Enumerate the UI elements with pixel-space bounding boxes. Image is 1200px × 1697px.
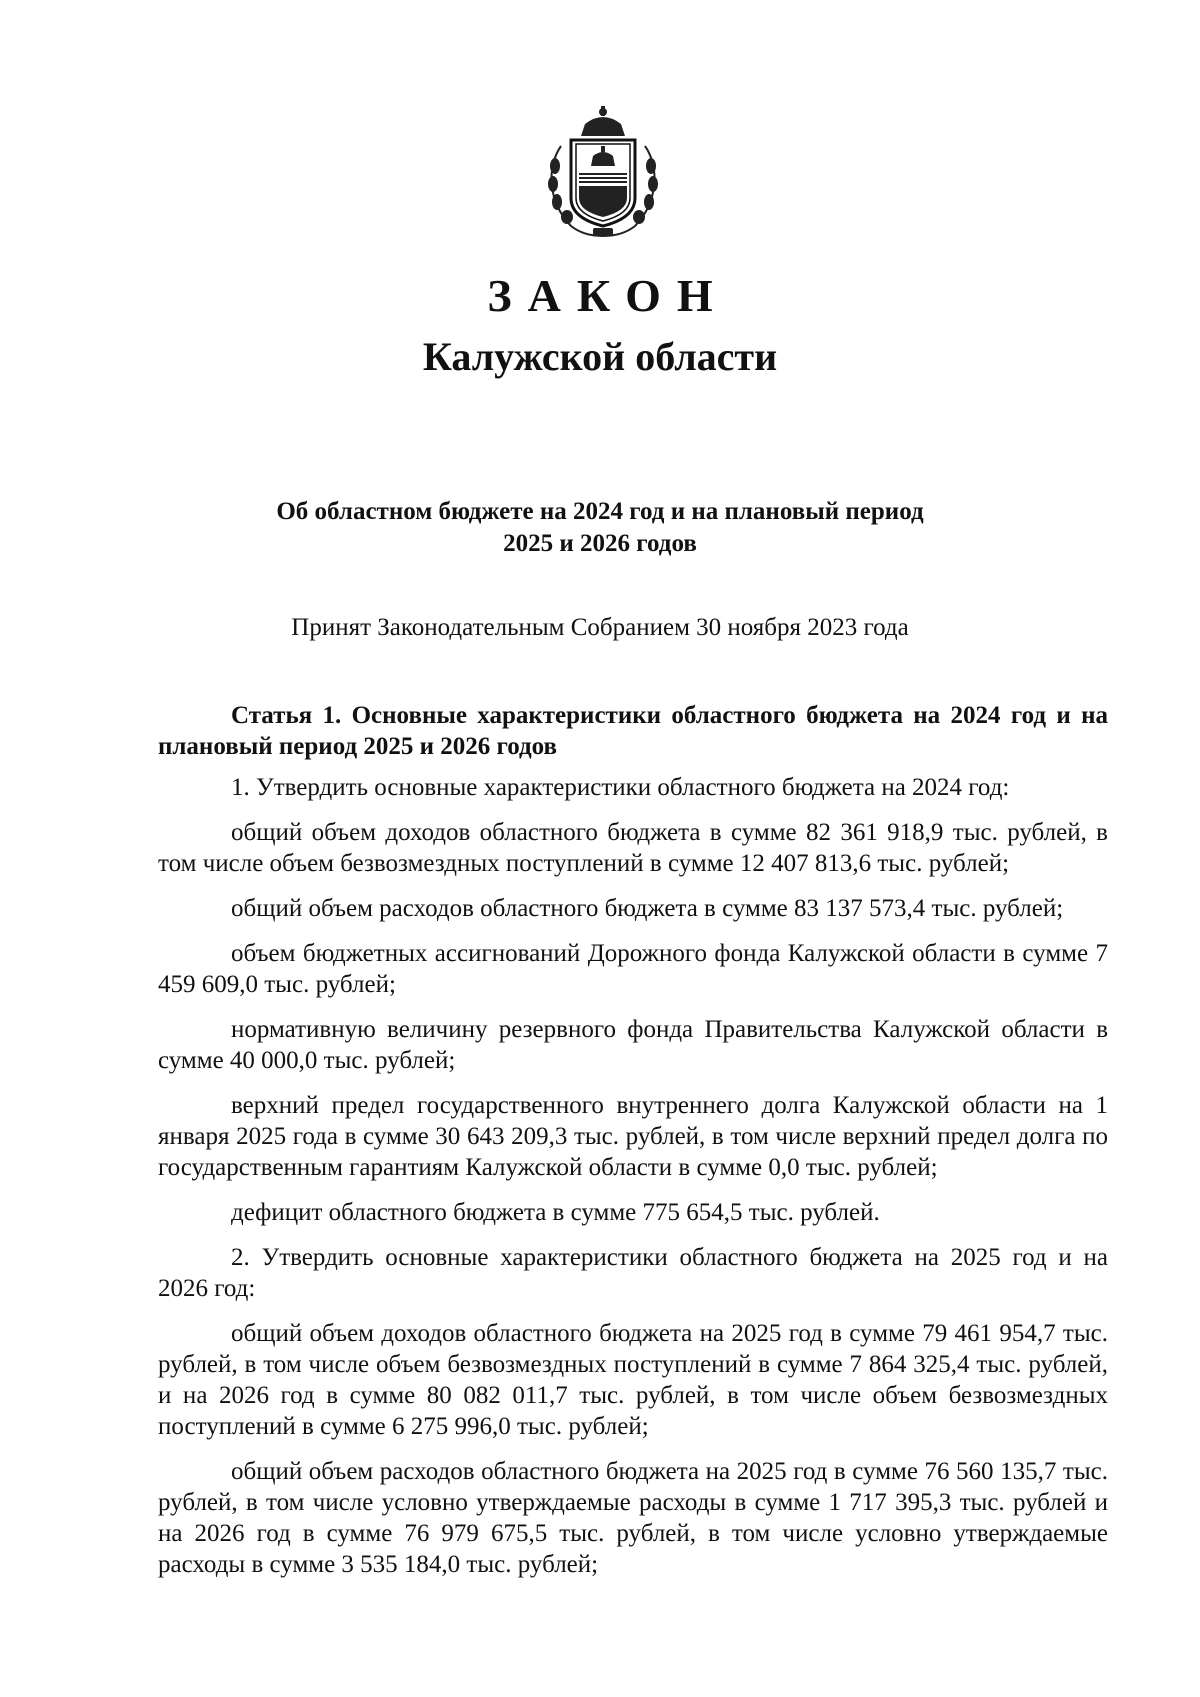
coat-of-arms-emblem — [541, 106, 665, 238]
paragraph: дефицит областного бюджета в сумме 775 654,5 тыс. рублей. — [231, 1199, 880, 1226]
law-title-line-2: 2025 и 2026 годов — [503, 530, 697, 557]
paragraph: 1. Утвердить основные характеристики областного бюджета на 2024 год: — [231, 774, 1010, 801]
paragraph: общий объем расходов областного бюджета на 2025 год в сумме 76 560 135,7 тыс. рублей, в том числе условно утверждаемые расходы в сумме 1 717 395,3 тыс. рублей и на 2026 год в сумме 76 979 675,5 тыс. рублей, в том числе условно утверждаемые расходы в сумме 3 535 184,0 тыс. рублей; — [158, 1458, 1108, 1578]
paragraph: общий объем доходов областного бюджета в сумме 82 361 918,9 тыс. рублей, в том числе объем безвозмездных поступлений в сумме 12 407 813,6 тыс. рублей; — [158, 819, 1108, 877]
paragraph: верхний предел государственного внутреннего долга Калужской области на 1 января 2025 года в сумме 30 643 209,3 тыс. рублей, в том числе верхний предел долга по государственным гарантиям Калужской области в сумме 0,0 тыс. рублей; — [158, 1092, 1108, 1181]
article-heading: Статья 1. Основные характеристики областного бюджета на 2024 год и на плановый период 2025 и 2026 годов — [158, 702, 1108, 760]
law-body — [158, 700, 1108, 1594]
adoption-date: Принят Законодательным Собранием 30 ноября 2023 года — [291, 614, 909, 641]
paragraph: общий объем доходов областного бюджета на 2025 год в сумме 79 461 954,7 тыс. рублей, в том числе объем безвозмездных поступлений в сумме 7 864 325,4 тыс. рублей, и на 2026 год в сумме 80 082 011,7 тыс. рублей, в том числе объем безвозмездных поступлений в сумме 6 275 996,0 тыс. рублей; — [158, 1320, 1108, 1440]
paragraph: общий объем расходов областного бюджета в сумме 83 137 573,4 тыс. рублей; — [231, 895, 1064, 922]
region-heading: Калужской области — [422, 334, 778, 379]
paragraph: 2. Утвердить основные характеристики областного бюджета на 2025 год и на 2026 год: — [158, 1244, 1108, 1302]
paragraph: нормативную величину резервного фонда Правительства Калужской области в сумме 40 000,0 тыс. рублей; — [158, 1016, 1108, 1074]
law-heading: ЗАКОН — [487, 270, 729, 321]
paragraph: объем бюджетных ассигнований Дорожного фонда Калужской области в сумме 7 459 609,0 тыс. рублей; — [158, 940, 1108, 998]
law-title-line-1: Об областном бюджете на 2024 год и на плановый период — [276, 498, 924, 525]
law-title — [0, 496, 1200, 560]
